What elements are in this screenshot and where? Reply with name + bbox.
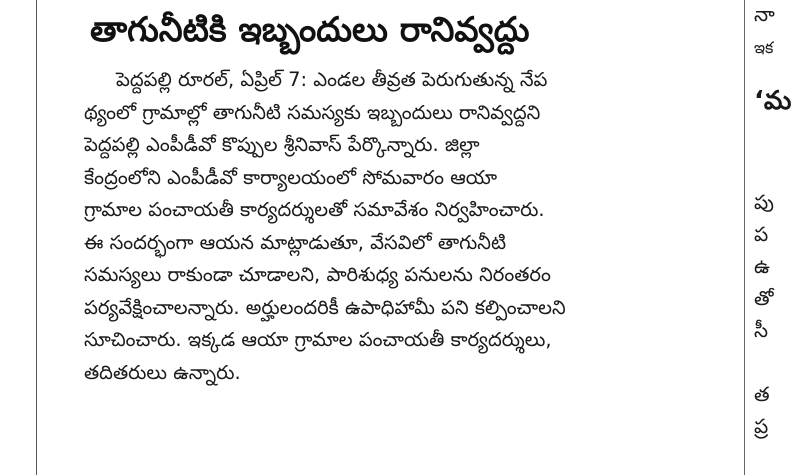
article-body-line: ఈ సందర్భంగా ఆయన మాట్లాడుతూ, వేసవిలో తాగునీటి: [84, 230, 507, 254]
adjacent-text-fragment: ఉ: [754, 254, 770, 278]
adjacent-text-fragment: ప్ర: [754, 414, 769, 438]
adjacent-text-fragment: పు: [754, 190, 774, 214]
article-body-line: సూచించారు. ఇక్కడ ఆయా గ్రామాల పంచాయతీ కార్యదర్శులు,: [84, 328, 552, 351]
news-article: [84, 0, 724, 475]
article-body-line: సమస్యలు రాకుండా చూడాలని, పారిశుధ్య పనులను నిరంతరం: [84, 263, 551, 286]
article-headline: తాగునీటికి ఇబ్బందులు రానివ్వద్దు: [90, 10, 530, 50]
article-body: [84, 64, 714, 389]
adjacent-text-fragment: నా: [754, 2, 775, 26]
article-body-line: కేంద్రంలోని ఎంపీడీవో కార్యాలయంలో సోమవారం ఆయా: [84, 165, 498, 189]
adjacent-headline-fragment: ‘మ: [754, 86, 792, 116]
column-rule-right: [744, 0, 745, 475]
article-body-line: పెద్దపల్లి రూరల్, ఏప్రిల్ 7: ఎండల తీవ్రత పెరుగుతున్న నేప: [116, 68, 548, 91]
article-body-line: పెద్దపల్లి ఎంపీడీవో కొప్పుల శ్రీనివాస్ పేర్కొన్నారు. జిల్లా: [84, 133, 480, 156]
adjacent-text-fragment: త: [754, 382, 770, 406]
article-body-line: గ్రామాల పంచాయతీ కార్యదర్శులతో సమావేశం నిర్వహించారు.: [84, 198, 545, 221]
article-body-line: తదితరులు ఉన్నారు.: [84, 360, 241, 384]
adjacent-text-fragment: తో: [754, 286, 774, 310]
article-body-line: పర్యవేక్షించాలన్నారు. అర్హులందరికీ ఉపాధిహామీ పని కల్పించాలని: [84, 295, 566, 319]
adjacent-text-fragment: ఇక: [754, 38, 774, 57]
article-body-line: థ్యంలో గ్రామాల్లో తాగునీటి సమస్యకు ఇబ్బందులు రానివ్వద్దని: [84, 100, 541, 124]
adjacent-text-fragment: సీ: [754, 318, 769, 342]
column-rule-left: [36, 0, 37, 475]
adjacent-text-fragment: ప: [754, 222, 769, 246]
adjacent-article-column: [752, 0, 800, 475]
